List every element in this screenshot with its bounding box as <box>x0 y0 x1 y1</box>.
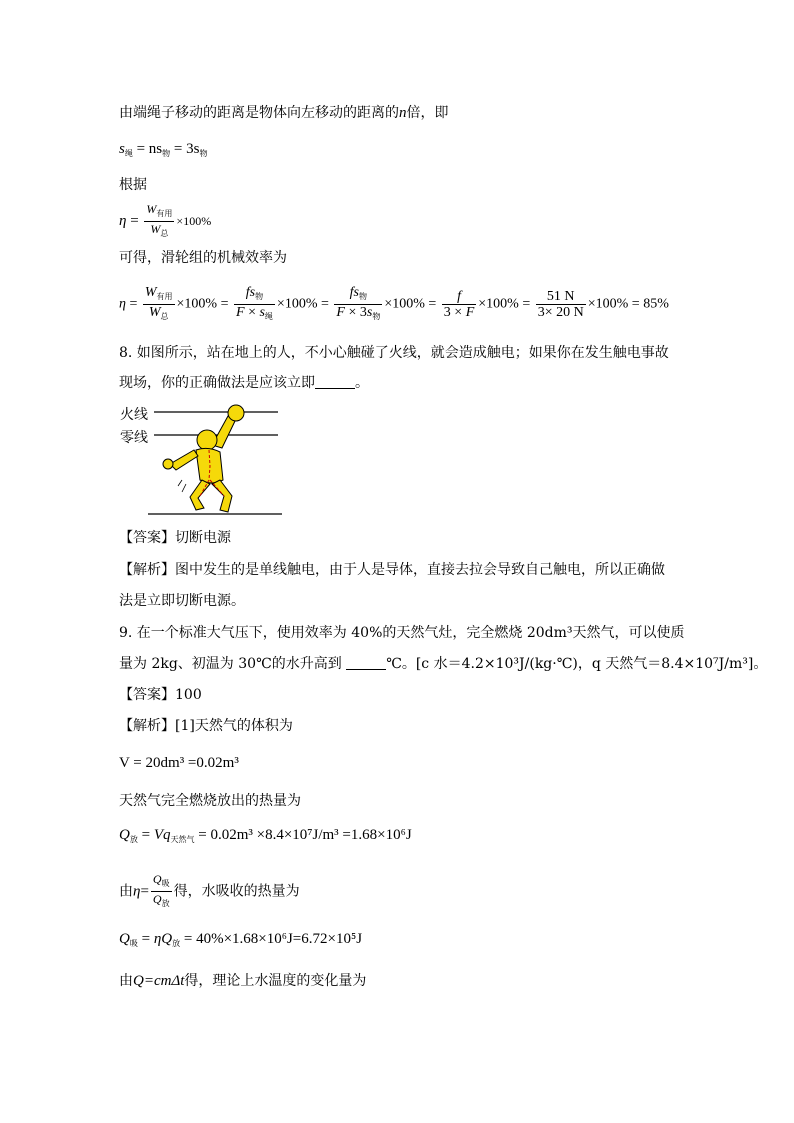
explanation-8-line1: 【解析】图中发生的是单线触电，由于人是导体，直接去拉会导致自己触电，所以正确做 <box>119 562 665 578</box>
text-line: 根据 <box>119 177 147 193</box>
explanation-8-line2: 法是立即切断电源。 <box>119 593 245 609</box>
text-line <box>119 104 449 122</box>
question-9-line2: 量为 2kg、初温为 30℃的水升高到 ℃。[c 水＝4.2×10³J/(kg·℃)，q 天然气＝8.4×10⁷J/m³]。 <box>119 656 768 672</box>
equation-eta-definition: η = $\frac{W_{有用}}{W_总}$ ×100% <box>119 202 212 238</box>
text-line: 可得，滑轮组的机械效率为 <box>119 250 287 266</box>
person-illustration <box>120 400 290 518</box>
equation-volume: V = 20dm³ =0.02m³ <box>119 755 239 771</box>
equation-efficiency: η = $\frac{W_{有用}}{W_总}$ ×100% = $\frac{fs_物}{F \times s_绳}$ ×100% = $\frac{fs_物}{F \times 3s_物}$ ×100% = $\frac{f}{3 \times F}$ ×100% = $\frac{51 N}{3\times 20 N}$ ×100% = 85% <box>119 285 669 321</box>
text-line: 天然气完全燃烧放出的热量为 <box>119 793 301 809</box>
question-8-line1: 8. 如图所示，站在地上的人，不小心触碰了火线，就会造成触电；如果你在发生触电事故 <box>119 345 669 361</box>
equation-s: $s_绳 = ns_物 = 3s_物$ <box>119 141 208 158</box>
rope-text: 由端绳子移动的距离是物体向左移动的距离的 <box>119 105 399 121</box>
n-symbol: n <box>399 105 407 121</box>
question-9-line1: 9. 在一个标准大气压下，使用效率为 40%的天然气灶，完全燃烧 20dm³天然气，可以使质 <box>119 625 685 641</box>
answer-blank <box>346 655 386 670</box>
answer-blank <box>315 374 355 389</box>
answer-8: 【答案】切断电源 <box>119 530 231 546</box>
equation-heat-released: $Q_放 = Vq_{天然气} = 0.02m^3 \times 8.4\times 10^7J/m^3 =1.68\times 10^6J$ <box>119 827 412 844</box>
answer-9: 【答案】100 <box>119 687 202 703</box>
text-line: 由Q=cmΔt得，理论上水温度的变化量为 <box>119 973 367 989</box>
live-wire-label: 火线 <box>120 407 148 423</box>
neutral-wire-label: 零线 <box>120 430 148 446</box>
equation-heat-absorbed: $Q_吸 = \eta Q_放 = 40\%\times 1.68\times 10^6J=6.72\times 10^5J$ <box>119 931 363 948</box>
rope-text-tail: 倍，即 <box>406 105 449 121</box>
question-8-line2: 现场，你的正确做法是应该立即 。 <box>119 375 369 391</box>
text-line: 由η= $\frac{Q_吸}{Q_放}$ 得，水吸收的热量为 <box>119 872 300 908</box>
electric-shock-figure <box>120 400 290 518</box>
explanation-9: 【解析】[1]天然气的体积为 <box>119 718 293 734</box>
